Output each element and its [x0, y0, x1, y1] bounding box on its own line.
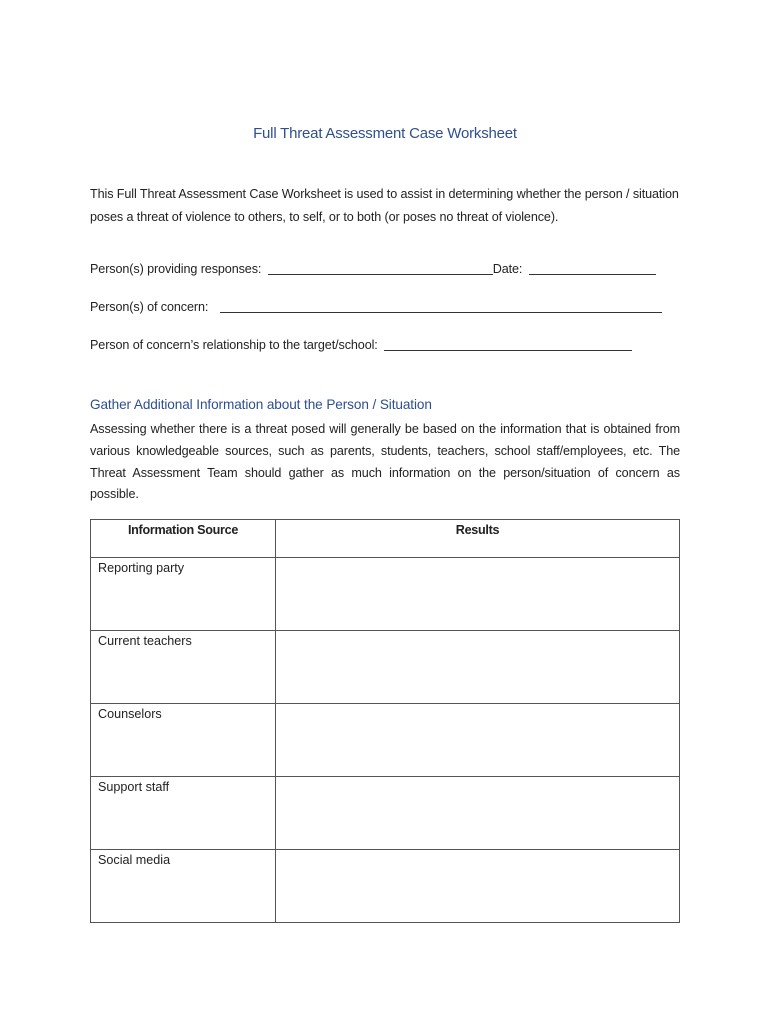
information-table	[90, 519, 680, 923]
date-blank[interactable]	[529, 262, 656, 275]
responders-blank[interactable]	[268, 262, 493, 275]
intro-paragraph: This Full Threat Assessment Case Worksheet is used to assist in determining whether the person / situation poses a threat of violence to others, to self, or to both (or poses no threat of violence).	[90, 187, 679, 224]
result-cell[interactable]	[276, 631, 680, 704]
table-row	[91, 777, 680, 850]
result-cell[interactable]	[276, 558, 680, 631]
result-cell[interactable]	[276, 850, 680, 923]
relationship-field-row	[90, 338, 632, 352]
section-heading: Gather Additional Information about the Person / Situation	[90, 397, 432, 412]
responders-field-row	[90, 262, 656, 276]
source-cell: Counselors	[91, 704, 276, 777]
table-row	[91, 850, 680, 923]
table-row	[91, 631, 680, 704]
relationship-label: Person of concern’s relationship to the target/school:	[90, 338, 378, 352]
source-cell: Social media	[91, 850, 276, 923]
concern-blank[interactable]	[220, 300, 662, 313]
concern-label: Person(s) of concern:	[90, 300, 209, 314]
header-results: Results	[276, 520, 680, 558]
source-cell: Support staff	[91, 777, 276, 850]
date-label: Date:	[492, 262, 523, 276]
result-cell[interactable]	[276, 704, 680, 777]
table-row	[91, 704, 680, 777]
responders-label: Person(s) providing responses:	[90, 262, 262, 276]
header-information-source: Information Source	[91, 520, 276, 558]
table-header-row	[91, 520, 680, 558]
concern-field-row	[90, 300, 662, 314]
document-title: Full Threat Assessment Case Worksheet	[253, 125, 517, 142]
result-cell[interactable]	[276, 777, 680, 850]
relationship-blank[interactable]	[384, 338, 632, 351]
section-body: Assessing whether there is a threat posed will generally be based on the information that is obtained from various knowledgeable sources, such as parents, students, teachers, school staff/employees, etc. The Threat Assessment Team should gather as much information on the person/situation of concern as possible.	[90, 422, 680, 502]
source-cell: Reporting party	[91, 558, 276, 631]
table-row	[91, 558, 680, 631]
source-cell: Current teachers	[91, 631, 276, 704]
